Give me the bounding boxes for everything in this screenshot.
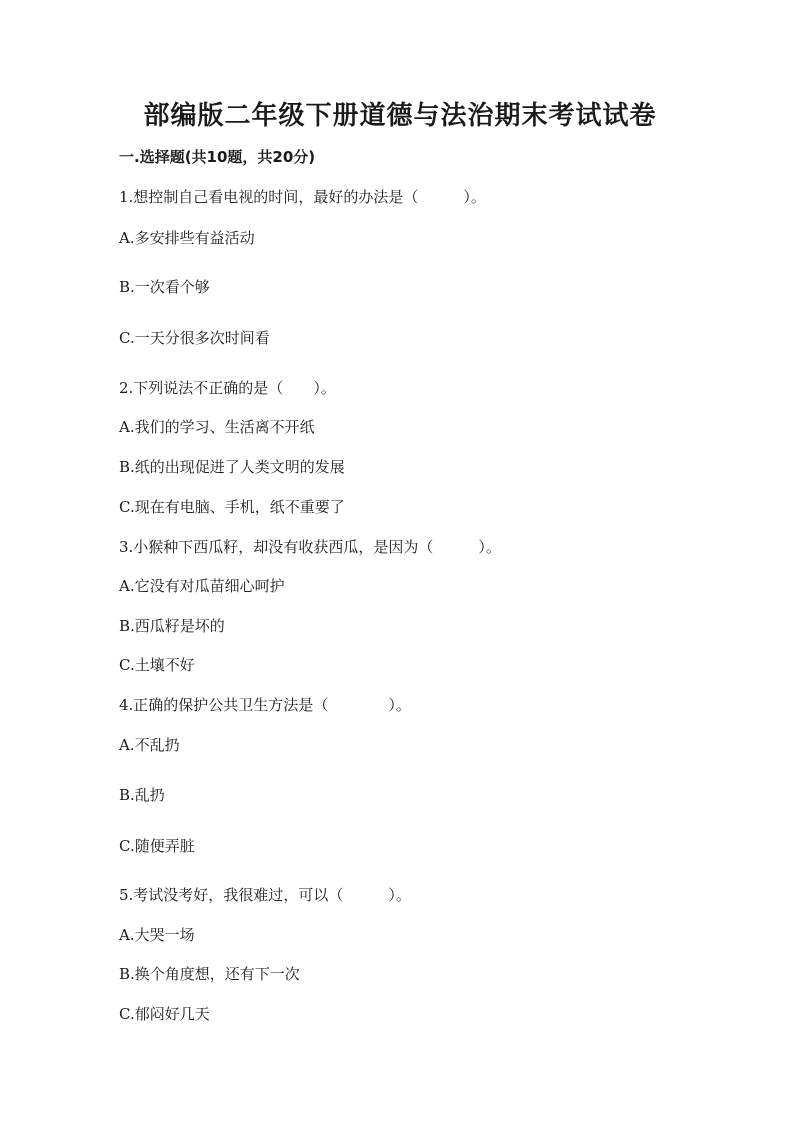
question-1-option-a: A.多安排些有益活动 (119, 229, 255, 247)
question-2-option-c: C.现在有电脑、手机，纸不重要了 (119, 498, 345, 516)
question-1-option-c: C.一天分很多次时间看 (119, 329, 270, 347)
section-heading: 一.选择题(共10题，共20分) (119, 148, 316, 166)
question-3-option-c: C.土壤不好 (119, 656, 195, 674)
question-2-option-b: B.纸的出现促进了人类文明的发展 (119, 458, 345, 476)
question-5-option-c: C.郁闷好几天 (119, 1005, 210, 1023)
question-5-option-b: B.换个角度想，还有下一次 (119, 965, 300, 983)
page-title: 部编版二年级下册道德与法治期末考试试卷 (143, 101, 657, 131)
question-3-option-b: B.西瓜籽是坏的 (119, 617, 225, 635)
question-4-stem: 4.正确的保护公共卫生方法是（ ）。 (119, 696, 411, 714)
question-1-stem: 1.想控制自己看电视的时间，最好的办法是（ ）。 (119, 188, 486, 206)
question-4-option-b: B.乱扔 (119, 786, 165, 804)
question-4-option-a: A.不乱扔 (119, 736, 180, 754)
question-3-option-a: A.它没有对瓜苗细心呵护 (119, 577, 285, 595)
question-5-option-a: A.大哭一场 (119, 926, 195, 944)
question-2-stem: 2.下列说法不正确的是（ ）。 (119, 379, 336, 397)
question-1-option-b: B.一次看个够 (119, 278, 210, 296)
question-4-option-c: C.随便弄脏 (119, 837, 195, 855)
question-3-stem: 3.小猴种下西瓜籽，却没有收获西瓜，是因为（ ）。 (119, 538, 501, 556)
question-5-stem: 5.考试没考好，我很难过，可以（ ）。 (119, 886, 411, 904)
question-2-option-a: A.我们的学习、生活离不开纸 (119, 418, 315, 436)
